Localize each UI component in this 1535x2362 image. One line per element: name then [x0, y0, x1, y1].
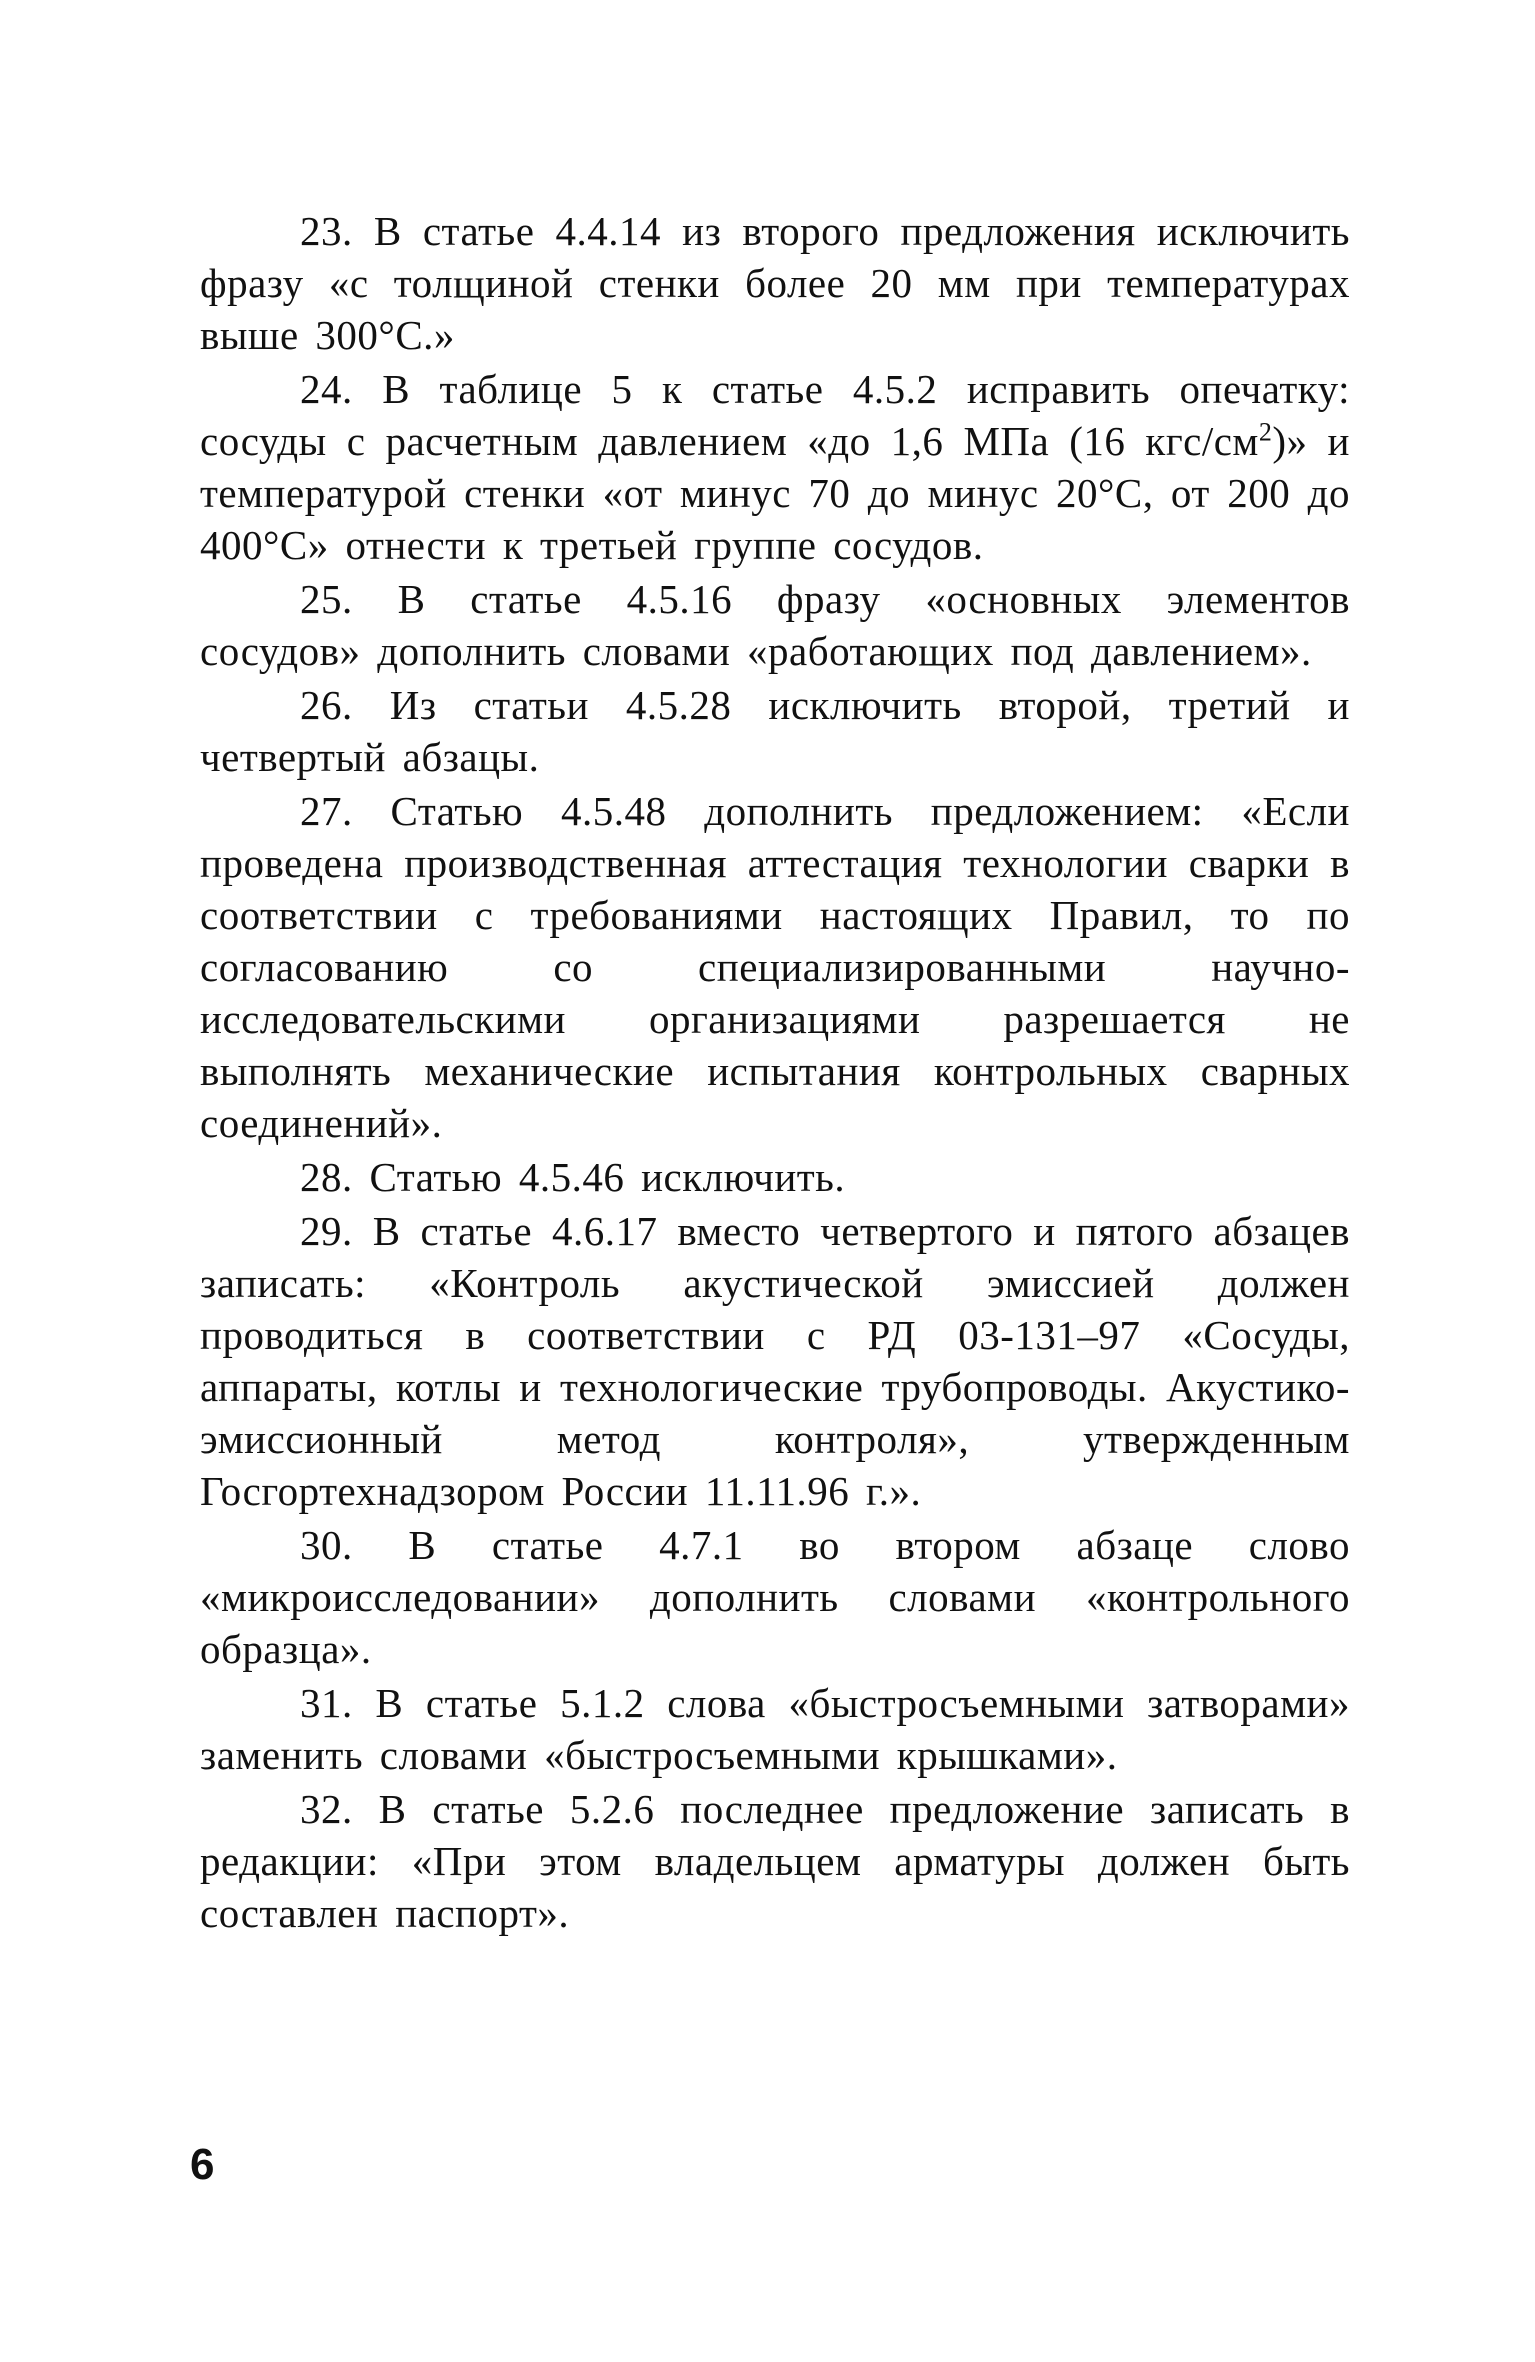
- paragraph-25: [200, 573, 1367, 677]
- item-text: В статье 4.5.16 фразу «основных элементов сосудов» дополнить словами «работающих под давлением».: [200, 576, 1367, 674]
- paragraph-26: [200, 679, 1367, 783]
- item-text: Статью 4.5.48 дополнить предложением: «Если проведена производственная аттестация технологии сварки в соответствии с требованиями настоящих Правил, то по согласованию со специализированными научно-исследовательскими организациями разрешается не выполнять механические испытания контрольных сварных соединений».: [200, 788, 1367, 1146]
- item-number: 28.: [300, 1154, 353, 1200]
- paragraph-24: [200, 363, 1367, 571]
- item-number: 24.: [300, 366, 353, 412]
- document-body: [200, 205, 1367, 1941]
- item-text: В статье 4.6.17 вместо четвертого и пятого абзацев записать: «Контроль акустической эмиссией должен проводиться в соответствии с РД 03-131–97 «Сосуды, аппараты, котлы и технологические трубопроводы. Акустико-эмиссионный метод контроля», утвержденным Госгортехнадзором России 11.11.96 г.».: [200, 1208, 1367, 1514]
- item-text: Из статьи 4.5.28 исключить второй, третий и четвертый абзацы.: [200, 682, 1367, 780]
- item-number: 25.: [300, 576, 353, 622]
- item-number: 31.: [300, 1680, 353, 1726]
- paragraph-28: [200, 1151, 1350, 1203]
- superscript: 2: [1258, 417, 1273, 447]
- paragraph-32: [200, 1783, 1367, 1939]
- item-text: В статье 5.2.6 последнее предложение записать в редакции: «При этом владельцем арматуры должен быть составлен паспорт».: [200, 1786, 1367, 1936]
- item-text-continued: )» и температурой стенки «от минус 70 до минус 20°С, от 200 до 400°С» отнести к третьей группе сосудов.: [200, 418, 1367, 568]
- item-text: Статью 4.5.46 исключить.: [369, 1154, 846, 1200]
- item-number: 32.: [300, 1786, 353, 1832]
- item-text: В статье 5.1.2 слова «быстросъемными затворами» заменить словами «быстросъемными крышками».: [200, 1680, 1367, 1778]
- item-text: В статье 4.7.1 во втором абзаце слово «микроисследовании» дополнить словами «контрольного образца».: [200, 1522, 1367, 1672]
- paragraph-31: [200, 1677, 1367, 1781]
- item-text: В таблице 5 к статье 4.5.2 исправить опечатку: сосуды с расчетным давлением «до 1,6 МПа (16 кгс/см: [200, 366, 1367, 464]
- item-number: 29.: [300, 1208, 353, 1254]
- page-number: 6: [190, 2140, 215, 2189]
- item-number: 23.: [300, 208, 353, 254]
- paragraph-23: [200, 205, 1367, 361]
- paragraph-29: [200, 1205, 1367, 1517]
- item-text: В статье 4.4.14 из второго предложения исключить фразу «с толщиной стенки более 20 мм при температурах выше 300°С.»: [200, 208, 1367, 358]
- paragraph-30: [200, 1519, 1367, 1675]
- paragraph-27: [200, 785, 1367, 1149]
- item-number: 30.: [300, 1522, 353, 1568]
- item-number: 27.: [300, 788, 353, 834]
- item-number: 26.: [300, 682, 353, 728]
